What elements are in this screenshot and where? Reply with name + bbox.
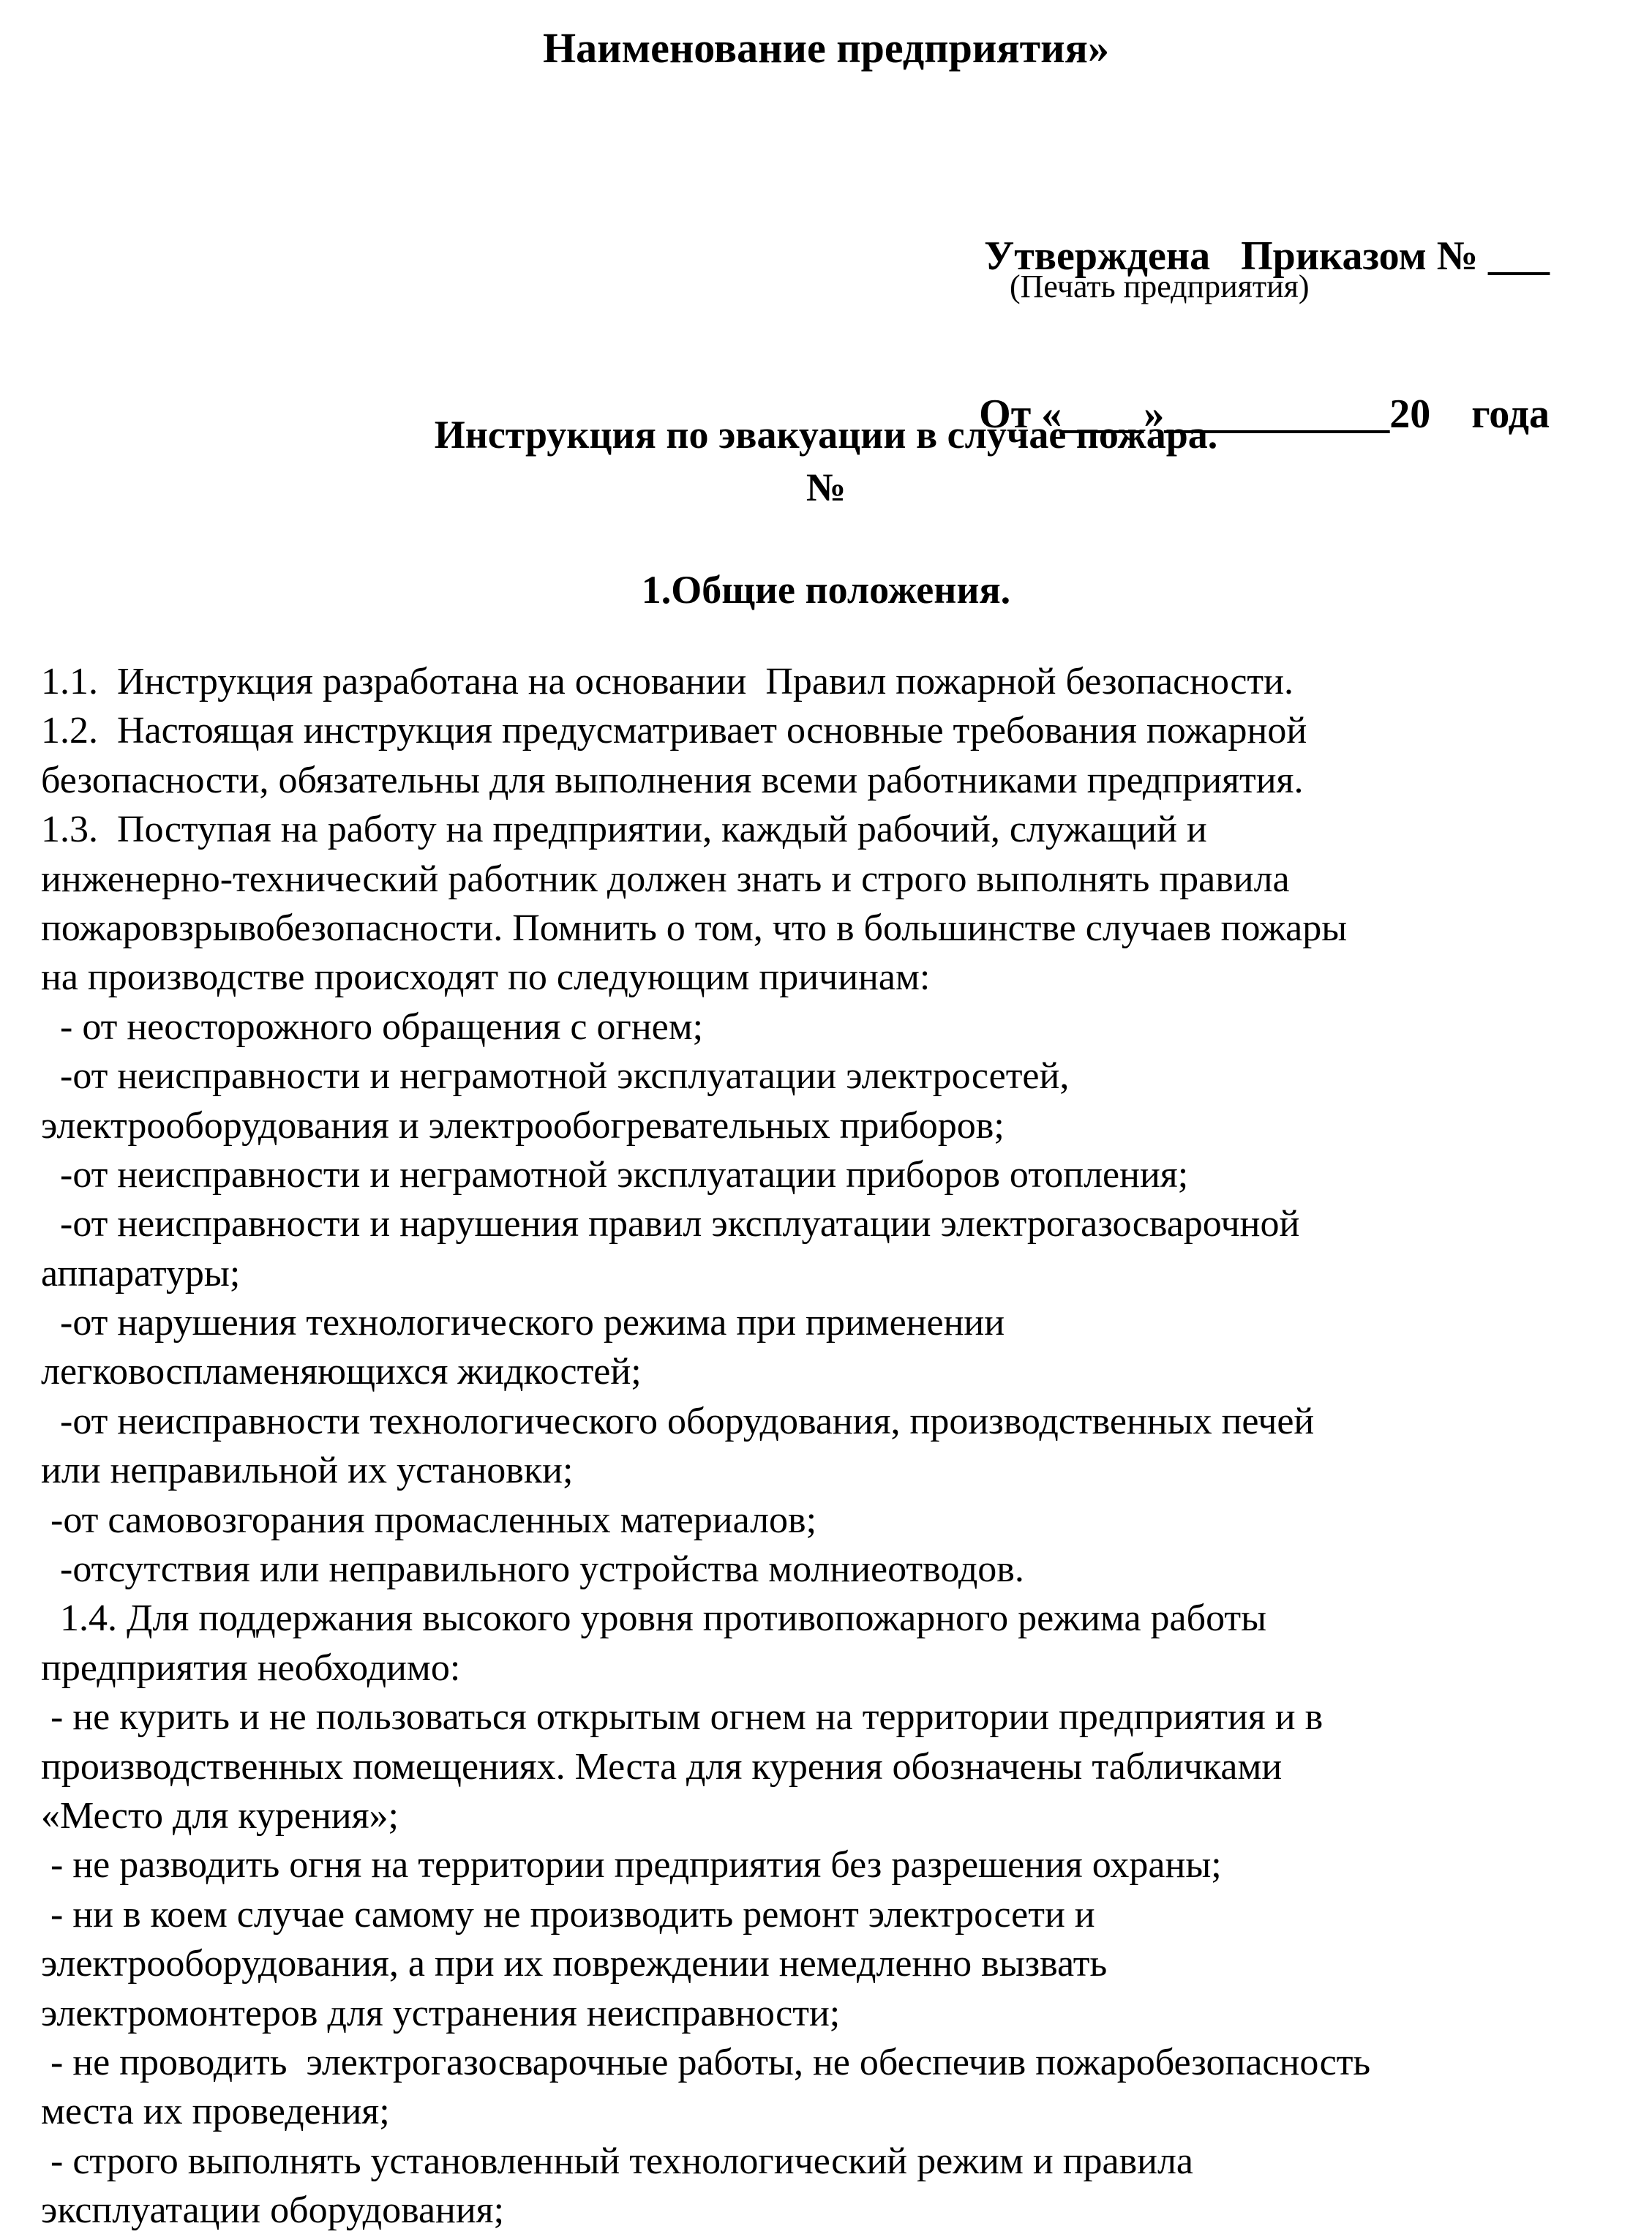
body-line: - не курить и не пользоваться открытым огнем на территории предприятия и в [41, 1696, 1324, 1739]
body-line: места их проведения; [41, 2091, 390, 2133]
body-line: -от неисправности и неграмотной эксплуатации приборов отопления; [41, 1153, 1189, 1196]
body-line: электрооборудования и электрообогревательных приборов; [41, 1104, 1005, 1147]
body-line: электрооборудования, а при их повреждении немедленно вызвать [41, 1943, 1108, 1985]
body-line: -от нарушения технологического режима при применении [41, 1302, 1005, 1344]
body-line: - не разводить огня на территории предприятия без разрешения охраны; [41, 1844, 1222, 1886]
body-line: производственных помещениях. Места для курения обозначены табличками [41, 1745, 1283, 1788]
body-line: пожаровзрывобезопасности. Помнить о том, что в большинстве случаев пожары [41, 907, 1348, 949]
body-line: - строго выполнять установленный технологический режим и правила [41, 2140, 1194, 2182]
body-line: эксплуатации оборудования; [41, 2189, 505, 2232]
body-line: «Место для курения»; [41, 1794, 399, 1837]
body-line: -от самовозгорания промасленных материалов; [41, 1499, 817, 1541]
body-line: -от неисправности и нарушения правил эксплуатации электрогазосварочной [41, 1203, 1300, 1245]
section-title: 1.Общие положения. [641, 568, 1011, 612]
approval-order-line: Утверждена Приказом № ___ [984, 233, 1550, 279]
body-text [41, 657, 1621, 2236]
body-line: 1.4. Для поддержания высокого уровня противопожарного режима работы [41, 1597, 1267, 1640]
body-line: -от неисправности технологического оборудования, производственных печей [41, 1400, 1315, 1442]
body-line: или неправильной их установки; [41, 1450, 574, 1492]
document-number-label: № [806, 465, 846, 509]
body-line: на производстве происходят по следующим причинам: [41, 956, 931, 999]
body-line: 1.3. Поступая на работу на предприятии, каждый рабочий, служащий и [41, 809, 1207, 851]
body-line: 1.2. Настоящая инструкция предусматривает основные требования пожарной [41, 710, 1307, 752]
body-line: предприятия необходимо: [41, 1646, 461, 1689]
approval-date-line: От «____»___________20 года [979, 391, 1550, 437]
body-line: легковоспламеняющихся жидкостей; [41, 1351, 642, 1393]
body-line: аппаратуры; [41, 1252, 241, 1294]
document-title: Инструкция по эвакуации в случае пожара. [434, 413, 1218, 457]
body-line: 1.1. Инструкция разработана на основании Правил пожарной безопасности. [41, 661, 1294, 702]
body-line: - не проводить электрогазосварочные работы, не обеспечив пожаробезопасность [41, 2041, 1371, 2083]
document-title-block [0, 408, 1652, 514]
body-line: -отсутствия или неправильного устройства молниеотводов. [41, 1548, 1024, 1591]
company-name-heading: Наименование предприятия» [543, 24, 1109, 72]
body-line: электромонтеров для устранения неисправности; [41, 1992, 841, 2034]
body-line: -от неисправности и неграмотной эксплуатации электросетей, [41, 1055, 1070, 1098]
body-line: - ни в коем случае самому не производить ремонт электросети и [41, 1893, 1095, 1936]
body-line: - от неосторожного обращения с огнем; [41, 1005, 704, 1048]
body-line: безопасности, обязательны для выполнения всеми работниками предприятия. [41, 759, 1304, 801]
body-line: инженерно-технический работник должен знать и строго выполнять правила [41, 858, 1290, 900]
stamp-placeholder: (Печать предприятия) [1010, 269, 1310, 304]
